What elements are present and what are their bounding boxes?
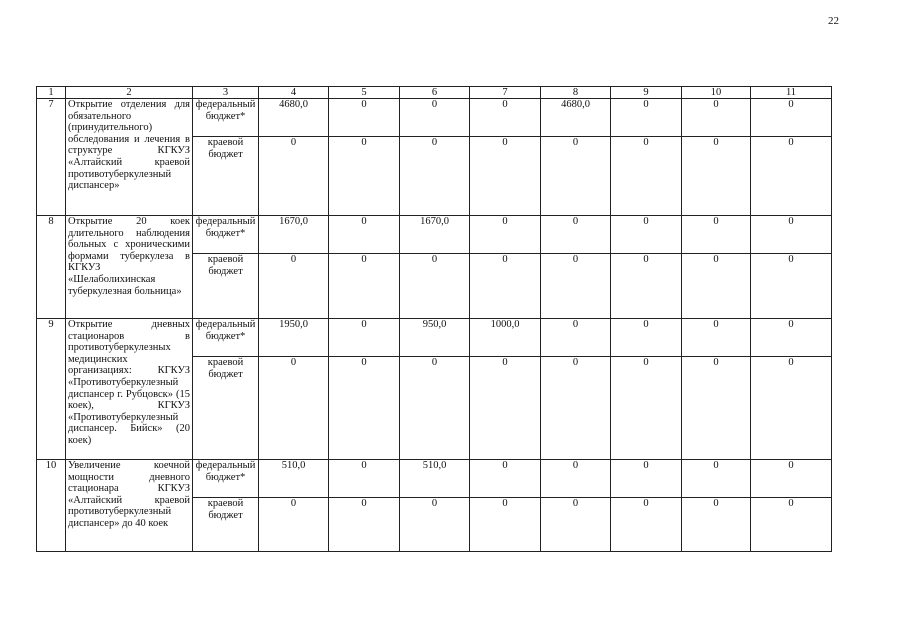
funding-source-regional: краевой бюджет [193,254,259,319]
header-cell: 7 [470,87,541,99]
value-cell: 0 [611,216,682,254]
funding-source-regional: краевой бюджет [193,498,259,552]
value-cell: 0 [329,254,400,319]
value-cell: 0 [470,216,541,254]
value-cell: 0 [541,319,611,357]
value-cell: 0 [329,137,400,216]
value-cell: 0 [329,357,400,460]
value-cell: 0 [259,137,329,216]
value-cell: 0 [259,357,329,460]
value-cell: 0 [470,460,541,498]
header-cell: 11 [751,87,832,99]
value-cell: 510,0 [259,460,329,498]
value-cell: 0 [751,254,832,319]
measure-name: Увеличение коечной мощности дневного стационара КГКУЗ «Алтайский краевой противотуберкулезный диспансер» до 40 коек [66,460,193,552]
value-cell: 0 [541,216,611,254]
value-cell: 0 [470,137,541,216]
value-cell: 0 [611,460,682,498]
table-row [37,216,832,254]
header-row [37,87,832,99]
value-cell: 0 [611,357,682,460]
row-number: 7 [37,99,66,216]
value-cell: 0 [751,357,832,460]
header-cell: 1 [37,87,66,99]
value-cell: 0 [541,137,611,216]
value-cell: 0 [541,357,611,460]
value-cell: 0 [329,216,400,254]
value-cell: 0 [751,216,832,254]
value-cell: 0 [541,254,611,319]
value-cell: 0 [470,254,541,319]
measure-name: Открытие 20 коек длительного наблюдения больных с хроническими формами туберкулеза в КГКУЗ «Шелаболихинская туберкулезная больница» [66,216,193,319]
value-cell: 0 [329,498,400,552]
value-cell: 510,0 [400,460,470,498]
value-cell: 1670,0 [400,216,470,254]
value-cell: 0 [682,254,751,319]
header-cell: 9 [611,87,682,99]
value-cell: 0 [470,99,541,137]
funding-source-federal: федеральный бюджет* [193,99,259,137]
value-cell: 0 [682,216,751,254]
table-row [37,319,832,357]
table-row [37,99,832,137]
header-cell: 5 [329,87,400,99]
funding-source-federal: федеральный бюджет* [193,460,259,498]
value-cell: 0 [400,137,470,216]
value-cell: 0 [682,498,751,552]
value-cell: 0 [751,498,832,552]
value-cell: 0 [751,137,832,216]
funding-source-federal: федеральный бюджет* [193,319,259,357]
program-table [36,86,832,552]
row-number: 9 [37,319,66,460]
funding-source-regional: краевой бюджет [193,357,259,460]
measure-name: Открытие отделения для обязательного (принудительного) обследования и лечения в структуре КГКУЗ «Алтайский краевой противотуберкулезный диспансер» [66,99,193,216]
header-cell: 4 [259,87,329,99]
value-cell: 0 [400,357,470,460]
measure-name: Открытие дневных стационаров в противотуберкулезных медицинских организациях: КГКУЗ «Противотуберкулезный диспансер г. Рубцовск» (15 коек), КГКУЗ «Противотуберкулезный диспансер. Бийск» (20 коек) [66,319,193,460]
value-cell: 1670,0 [259,216,329,254]
value-cell: 0 [682,460,751,498]
value-cell: 0 [611,99,682,137]
value-cell: 0 [400,99,470,137]
value-cell: 0 [259,498,329,552]
value-cell: 0 [751,99,832,137]
value-cell: 0 [400,254,470,319]
header-cell: 3 [193,87,259,99]
value-cell: 0 [682,99,751,137]
row-number: 10 [37,460,66,552]
value-cell: 0 [611,254,682,319]
funding-source-federal: федеральный бюджет* [193,216,259,254]
value-cell: 0 [400,498,470,552]
value-cell: 1000,0 [470,319,541,357]
value-cell: 950,0 [400,319,470,357]
value-cell: 0 [611,137,682,216]
header-cell: 10 [682,87,751,99]
value-cell: 4680,0 [541,99,611,137]
value-cell: 0 [470,498,541,552]
value-cell: 4680,0 [259,99,329,137]
funding-source-regional: краевой бюджет [193,137,259,216]
header-cell: 2 [66,87,193,99]
value-cell: 0 [329,99,400,137]
value-cell: 1950,0 [259,319,329,357]
value-cell: 0 [329,319,400,357]
header-cell: 8 [541,87,611,99]
value-cell: 0 [470,357,541,460]
value-cell: 0 [611,319,682,357]
value-cell: 0 [682,319,751,357]
value-cell: 0 [682,137,751,216]
table-row [37,460,832,498]
value-cell: 0 [751,460,832,498]
header-cell: 6 [400,87,470,99]
value-cell: 0 [329,460,400,498]
row-number: 8 [37,216,66,319]
value-cell: 0 [682,357,751,460]
value-cell: 0 [541,460,611,498]
value-cell: 0 [751,319,832,357]
value-cell: 0 [259,254,329,319]
value-cell: 0 [541,498,611,552]
page-number: 22 [828,15,839,27]
value-cell: 0 [611,498,682,552]
